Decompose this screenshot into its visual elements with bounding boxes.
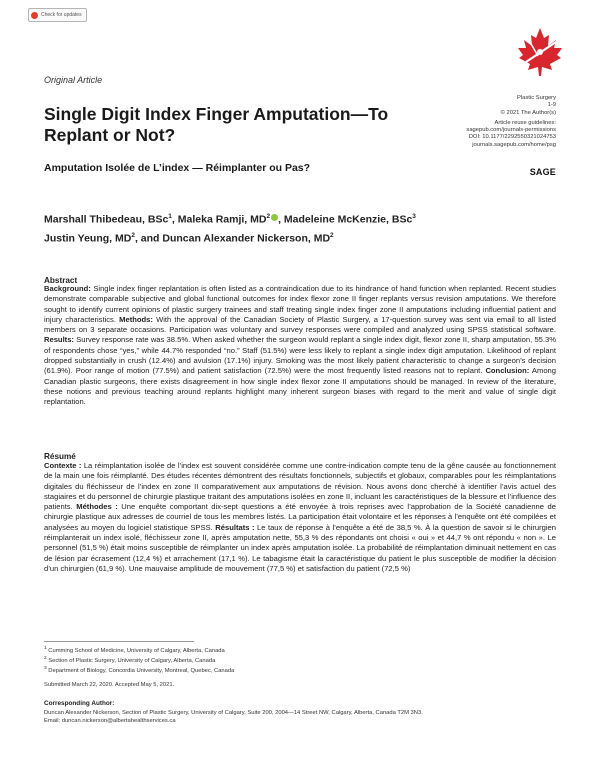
check-updates-label: Check for updates: [41, 12, 82, 18]
affiliation-1: [44, 645, 234, 655]
reuse-guidelines-label: Article reuse guidelines:: [494, 119, 556, 126]
author-list: [44, 209, 564, 246]
resultats-text: Le taux de réponse à l’enquête a été de 38,5 %. À la question de savoir si le chirurgien réimplanterait un index isolé, fléchisseur zone II, après amputation nette, 55,3 % des répondants ont choisi « oui » et 44,7 % ont répondu « non ». Le personnel (51,5 %) était moins susceptible de réimplanter un index après amputation isolée. La probabilité de réimplantation diminuait nettement en cas de lésion par écrasement (12,4 %) et arrachement (17,1 %). Le tabagisme était la caractéristique du patient le plus susceptible de modifier la décision d’un chirurgien (61,9 %). Une mauvaise amplitude de mouvement (77,5 %) et satisfaction du patient (72,5 %): [44, 522, 556, 573]
affiliation-sup: 1: [44, 646, 47, 651]
submission-dates: Submitted March 22, 2020. Accepted May 5, 2021.: [44, 682, 175, 688]
author-name: Marshall Thibedeau, BSc: [44, 213, 169, 226]
doi-link[interactable]: DOI: 10.1177/2292550321024753: [468, 134, 556, 141]
methodes-label: Méthodes :: [76, 502, 118, 512]
affiliations: [44, 645, 234, 675]
affiliation-2: [44, 655, 234, 665]
journal-info: [440, 95, 556, 149]
affiliation-sup: 2: [266, 213, 271, 220]
reuse-guidelines-link[interactable]: sagepub.com/journals-permissions: [466, 127, 556, 134]
conclusion-label: Conclusion:: [485, 366, 530, 376]
publisher-logo: SAGE: [529, 167, 556, 177]
corresponding-address: Duncan Alexander Nickerson, Section of Plastic Surgery, University of Calgary, Suite 200, 2004—14 Street NW, Calgary, Alberta, Canada T2M 3N3.: [44, 710, 423, 716]
corresponding-author-heading: Corresponding Author:: [44, 700, 115, 707]
abstract-body: [44, 284, 556, 408]
corresponding-author-details: [44, 709, 423, 726]
journal-pages: 1-9: [547, 102, 556, 109]
footnote-divider: [44, 641, 194, 642]
check-updates-icon: [31, 12, 38, 19]
contexte-label: Contexte :: [44, 461, 82, 470]
background-text: Single index finger replantation is often listed as a contraindication due to its hindrance of hand function when replanted. Recent studies demonstrate comparable subjective and global functional outcomes for index flexor zone II finger replants versus revision amputations. We therefore sought to identify current opinions of plastic surgery trainees and staff treating single index finger zone II amputations including influential patient and injury characteristics.: [44, 284, 556, 324]
journal-copyright: © 2021 The Author(s): [500, 109, 556, 116]
affiliation-sup: 2: [131, 231, 135, 239]
journal-homepage-link[interactable]: journals.sagepub.com/home/psg: [472, 141, 556, 148]
article-title: Single Digit Index Finger Amputation—To Replant or Not?: [44, 104, 389, 145]
author-name: Justin Yeung, MD: [44, 232, 132, 244]
resultats-label: Résultats :: [215, 522, 255, 532]
maple-leaf-logo: [500, 26, 580, 84]
background-label: Background:: [44, 284, 91, 293]
abstract-heading: Abstract: [44, 276, 78, 285]
affiliation-text: Department of Biology, Concordia University, Montreal, Quebec, Canada: [46, 667, 235, 674]
affiliation-sup: 3: [412, 213, 416, 220]
author-name: , Madeleine McKenzie, BSc: [278, 213, 413, 226]
results-label: Results:: [44, 335, 74, 345]
methodes-text: Une enquête comportant dix-sept questions a été envoyée à trois reprises avec l’approbation de la Société canadienne de chirurgie plastique aux adresses de courriel de tous les membres listés. La participation était volontaire et les réponses à l’enquête ont été compilées et analysées au moyen du logiciel statistique SPSS.: [44, 502, 556, 532]
conclusion-text: Among Canadian plastic surgeons, there exists disagreement in how single index flexor zone II amputations should be managed. In review of the literature, these notions and previous teaching around replants highlight many inherent surgeon biases with regard to the merit and value of single digit replantation.: [44, 366, 556, 407]
results-text: Survey response rate was 38.5%. When asked whether the surgeon would replant a single index digit, flexor zone II, sharp amputation, 55.3% of respondents chose “yes,” while 44.7% responded “no.” Staff (51.5%) were less likely to replant a single index digit amputation. Likelihood of replant dropped substantially in crush (12.4%) and avulsion (17.1%) injury. Smoking was the most likely patient characteristic to change a surgeon’s decision (61.9%). Poor range of motion (77.5%) and patient satisfaction (72.5%) were the most frequently listed reasons not to replant.: [44, 335, 556, 376]
affiliation-sup: 3: [44, 665, 47, 671]
methods-label: Methods:: [119, 314, 153, 324]
affiliation-text: Section of Plastic Surgery, University of Calgary, Alberta, Canada: [46, 657, 216, 664]
affiliation-sup: 2: [44, 655, 47, 661]
affiliation-sup: 2: [330, 231, 334, 239]
check-updates-badge[interactable]: [28, 8, 87, 22]
journal-name: Plastic Surgery: [517, 95, 556, 101]
author-name: , Maleka Ramji, MD: [171, 213, 267, 226]
resume-body: [44, 461, 556, 574]
article-subtitle: Amputation Isolée de L’index — Réimplanter ou Pas?: [44, 162, 311, 174]
methods-text: With the approval of the Canadian Society of Plastic Surgery, a 17-question survey was sent via email to all listed members on 3 separate occasions. Participation was voluntary and survey responses were compiled and analyzed using SPSS statistical software.: [44, 314, 556, 335]
contexte-text: La réimplantation isolée de l’index est souvent considérée comme une contre-indication compte tenu de la gêne causée au fonctionnement de la main une fois réimplanté. Des études récentes démontrent des résultats fonctionnels, subjectifs et globaux, comparables pour les réimplantations digitales du fléchisseur de l’index en zone II comparativement aux amputations de révision. Nous avons donc cherché à identifier l’avis actuel des stagiaires et du personnel de chirurgie plastique traitant des amputations isolées en zone II, incluant les caractéristiques de la blessure et l’influence des patients.: [44, 461, 556, 512]
affiliation-sup: 1: [168, 213, 172, 220]
affiliation-text: Cumming School of Medicine, University of Calgary, Alberta, Canada: [46, 647, 225, 654]
resume-heading: Résumé: [44, 452, 76, 461]
author-name: , and Duncan Alexander Nickerson, MD: [134, 232, 331, 244]
article-type: Original Article: [44, 75, 103, 85]
corresponding-email[interactable]: Email: duncan.nickerson@albertahealthservices.ca: [44, 718, 176, 725]
affiliation-3: [44, 665, 234, 675]
